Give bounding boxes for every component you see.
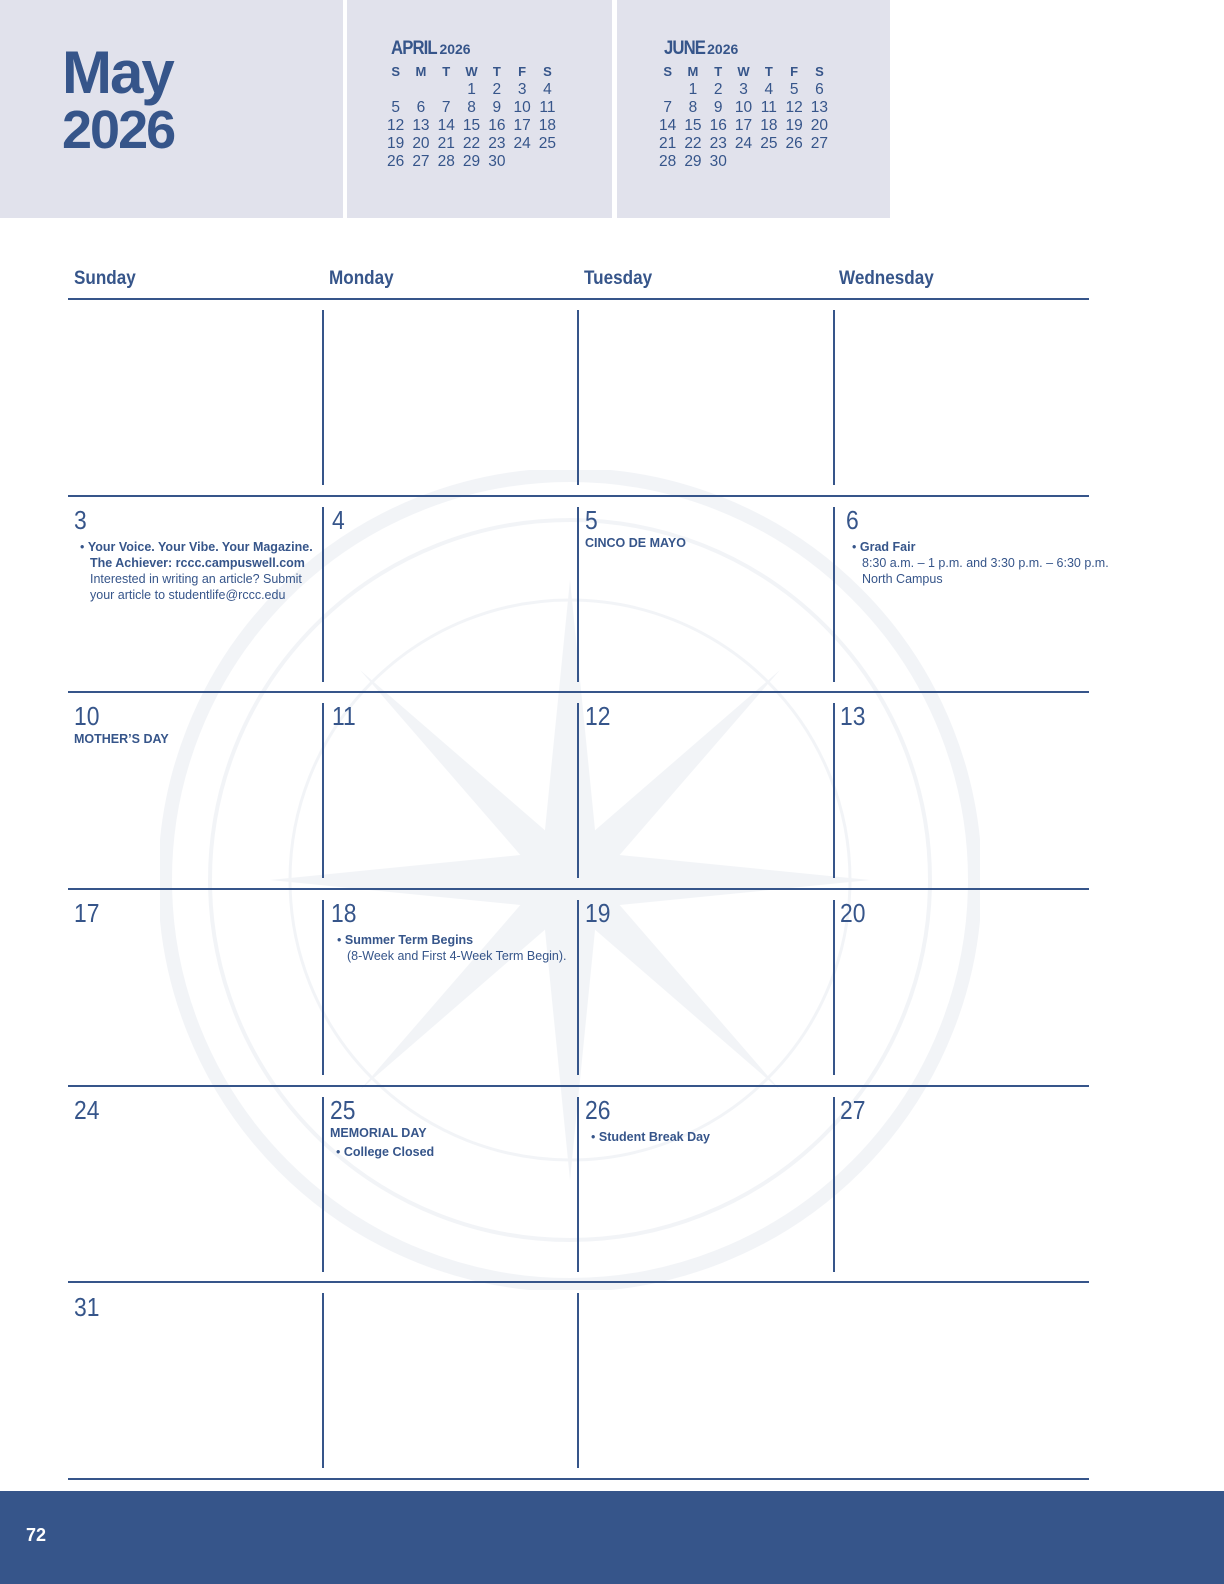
mini-week-row xyxy=(383,135,560,153)
month-title-panel xyxy=(0,0,343,218)
mini-day: 14 xyxy=(437,117,455,134)
bottom-rule xyxy=(68,1478,1089,1480)
mini-day: 8 xyxy=(467,99,476,116)
mini-day: 22 xyxy=(684,135,702,152)
weekday-header-sunday: Sunday xyxy=(74,268,136,289)
mini-day: 12 xyxy=(785,99,803,116)
day-cell-13[interactable] xyxy=(840,701,1086,731)
event-title: Grad Fair xyxy=(859,540,916,554)
day-number: 11 xyxy=(332,701,356,731)
mini-day: 20 xyxy=(412,135,430,152)
mini-day: 5 xyxy=(789,81,799,98)
mini-day: 19 xyxy=(785,117,803,134)
dow-label: W xyxy=(737,64,750,79)
day-cell-20[interactable] xyxy=(840,898,1086,928)
day-divider xyxy=(322,703,324,878)
mini-week-row xyxy=(655,135,832,153)
day-divider xyxy=(322,900,324,1075)
dow-label: T xyxy=(492,64,501,79)
dow-label: S xyxy=(391,64,400,79)
mini-day: 5 xyxy=(391,99,400,116)
mini-day: 23 xyxy=(709,135,727,152)
mini-day: 23 xyxy=(488,135,506,152)
mini-week-row xyxy=(655,99,832,117)
day-cell-27[interactable] xyxy=(840,1095,1086,1125)
day-number: 20 xyxy=(840,898,866,928)
event-detail: North Campus xyxy=(862,572,943,586)
day-number: 4 xyxy=(332,505,345,535)
mini-day xyxy=(756,153,781,171)
mini-day: 30 xyxy=(709,153,727,170)
day-number: 10 xyxy=(74,701,100,731)
dow-label: M xyxy=(687,64,699,79)
mini-day: 3 xyxy=(739,81,748,98)
mini-day: 3 xyxy=(517,81,527,98)
day-cell-26[interactable] xyxy=(585,1095,831,1145)
event-item: • Your Voice. Your Vibe. Your Magazine. The Achiever: rccc.campuswell.com Interested in writing an article? Submit your article to studentlife@rccc.edu xyxy=(74,539,320,603)
mini-day: 10 xyxy=(513,99,531,116)
week-divider xyxy=(68,888,1089,890)
mini-calendar-june xyxy=(617,0,890,218)
day-divider xyxy=(577,900,579,1075)
mini-day: 28 xyxy=(659,153,677,170)
day-cell-6[interactable] xyxy=(846,505,1109,587)
footer-bar xyxy=(0,1491,1224,1584)
mini-calendar-april-header xyxy=(391,38,471,60)
mini-day: 4 xyxy=(764,81,774,98)
mini-day xyxy=(383,81,408,99)
event-item: • Student Break Day xyxy=(591,1130,711,1144)
mini-day: 6 xyxy=(416,99,426,116)
mini-day: 1 xyxy=(688,81,698,98)
mini-day: 11 xyxy=(539,99,556,116)
day-cell-19[interactable] xyxy=(585,898,831,928)
event-detail: your article to studentlife@rccc.edu xyxy=(90,588,286,602)
mini-day xyxy=(807,153,832,171)
mini-day: 26 xyxy=(785,135,803,152)
mini-day xyxy=(408,81,433,99)
dow-label: M xyxy=(415,64,427,79)
mini-day: 15 xyxy=(462,117,481,134)
day-number: 3 xyxy=(74,505,87,535)
day-number: 13 xyxy=(840,701,866,731)
mini-day: 4 xyxy=(543,81,552,98)
event-item: • Summer Term Begins (8-Week and First 4-Week Term Begin). xyxy=(331,932,577,964)
event-title: Student Break Day xyxy=(598,1130,711,1144)
week-divider xyxy=(68,1085,1089,1087)
day-number: 27 xyxy=(840,1095,866,1125)
day-divider xyxy=(833,900,835,1075)
day-divider xyxy=(322,1097,324,1272)
day-number: 5 xyxy=(585,505,598,535)
mini-day: 8 xyxy=(688,99,698,116)
dow-label: T xyxy=(764,64,773,79)
holiday-label: MEMORIAL DAY xyxy=(330,1126,427,1140)
mini-day: 7 xyxy=(663,99,672,116)
day-number: 19 xyxy=(585,898,611,928)
mini-day: 28 xyxy=(437,153,455,170)
mini-day xyxy=(655,81,680,99)
mini-calendar-june-header xyxy=(664,38,738,60)
mini-day: 11 xyxy=(760,99,777,116)
dow-label: S xyxy=(663,64,672,79)
event-detail: Interested in writing an article? Submit xyxy=(90,572,302,586)
day-divider xyxy=(833,507,835,682)
day-cell-11[interactable] xyxy=(332,701,578,731)
mini-week-row xyxy=(383,81,560,99)
mini-week-row xyxy=(655,117,832,135)
weekday-header-wednesday: Wednesday xyxy=(839,268,934,289)
mini-day xyxy=(731,153,756,171)
day-number: 26 xyxy=(585,1095,611,1125)
mini-day: 22 xyxy=(462,135,481,152)
event-title: Summer Term Begins xyxy=(344,933,474,947)
mini-day: 13 xyxy=(412,117,430,134)
year-title: 2026 xyxy=(62,100,175,160)
mini-day: 21 xyxy=(659,135,677,152)
day-cell-24[interactable] xyxy=(74,1095,320,1125)
mini-day: 1 xyxy=(467,81,476,98)
header-rule xyxy=(68,298,1089,300)
mini-day: 17 xyxy=(734,117,753,134)
mini-calendar-april-grid xyxy=(383,63,560,171)
mini-day xyxy=(781,153,806,171)
mini-week-row xyxy=(383,117,560,135)
mini-day: 12 xyxy=(387,117,405,134)
event-item: • Grad Fair 8:30 a.m. – 1 p.m. and 3:30 p.m. – 6:30 p.m. North Campus xyxy=(852,540,1109,586)
week-divider xyxy=(68,691,1089,693)
mini-day: 18 xyxy=(538,117,557,134)
mini-day: 13 xyxy=(810,99,829,116)
mini-day: 16 xyxy=(709,117,727,134)
mini-day: 19 xyxy=(387,135,405,152)
mini-day xyxy=(434,81,459,99)
mini-day: 25 xyxy=(538,135,557,152)
day-cell-4[interactable] xyxy=(332,505,578,535)
day-divider xyxy=(322,310,324,485)
week-divider xyxy=(68,495,1089,497)
day-number: 18 xyxy=(331,898,357,928)
mini-day: 10 xyxy=(734,99,753,116)
event-title: College Closed xyxy=(343,1145,435,1159)
event-detail: (8-Week and First 4-Week Term Begin). xyxy=(347,949,567,963)
day-divider xyxy=(833,310,835,485)
mini-week-row xyxy=(383,153,560,171)
day-number: 24 xyxy=(74,1095,100,1125)
mini-week-row xyxy=(655,81,832,99)
mini-day: 2 xyxy=(713,81,723,98)
mini-day: 15 xyxy=(684,117,702,134)
mini-day: 25 xyxy=(760,135,778,152)
day-cell-5[interactable] xyxy=(585,505,831,550)
mini-day: 17 xyxy=(513,117,531,134)
mini-day: 30 xyxy=(488,153,506,170)
mini-day xyxy=(509,153,534,171)
weekday-header-tuesday: Tuesday xyxy=(584,268,653,289)
day-number: 6 xyxy=(846,505,859,535)
mini-day: 29 xyxy=(462,153,481,170)
day-cell-31[interactable] xyxy=(74,1292,320,1322)
mini-day: 9 xyxy=(713,99,723,116)
mini-dow-row xyxy=(383,63,560,81)
holiday-label: MOTHER’S DAY xyxy=(74,732,169,746)
mini-day: 14 xyxy=(659,117,677,134)
day-cell-10[interactable] xyxy=(74,701,320,746)
mini-month-name: APRIL xyxy=(391,38,437,59)
holiday-label: CINCO DE MAYO xyxy=(585,536,686,550)
day-cell-17[interactable] xyxy=(74,898,320,928)
mini-day: 2 xyxy=(492,81,502,98)
day-number: 17 xyxy=(74,898,100,928)
event-detail: 8:30 a.m. – 1 p.m. and 3:30 p.m. – 6:30 p.m. xyxy=(862,556,1109,570)
mini-day: 6 xyxy=(815,81,824,98)
mini-day: 18 xyxy=(760,117,778,134)
day-number: 12 xyxy=(585,701,611,731)
event-item: • College Closed xyxy=(336,1145,435,1159)
mini-day: 9 xyxy=(492,99,502,116)
mini-week-row xyxy=(383,99,560,117)
dow-label: T xyxy=(714,64,723,79)
day-divider xyxy=(833,703,835,878)
mini-day: 27 xyxy=(412,153,430,170)
mini-day xyxy=(535,153,560,171)
dow-label: F xyxy=(790,64,799,79)
mini-month-name: JUNE xyxy=(664,38,706,59)
day-divider xyxy=(577,1097,579,1272)
mini-calendar-april xyxy=(347,0,612,218)
mini-day: 7 xyxy=(441,99,451,116)
month-title: May xyxy=(62,39,173,106)
dow-label: S xyxy=(815,64,824,79)
day-cell-3[interactable] xyxy=(74,505,320,603)
mini-day: 24 xyxy=(513,135,531,152)
day-divider xyxy=(322,507,324,682)
mini-day: 16 xyxy=(488,117,506,134)
day-cell-18[interactable] xyxy=(331,898,577,964)
event-title: Your Voice. Your Vibe. Your Magazine. xyxy=(87,540,313,554)
day-cell-25[interactable] xyxy=(330,1095,576,1160)
dow-label: T xyxy=(442,64,451,79)
day-number: 25 xyxy=(330,1095,356,1125)
mini-day: 29 xyxy=(684,153,702,170)
day-divider xyxy=(322,1293,324,1468)
dow-label: S xyxy=(543,64,552,79)
mini-week-row xyxy=(655,153,832,171)
dow-label: F xyxy=(518,64,527,79)
day-number: 31 xyxy=(74,1292,100,1322)
day-divider xyxy=(577,1293,579,1468)
mini-day: 24 xyxy=(734,135,753,152)
day-divider xyxy=(833,1097,835,1272)
dow-label: W xyxy=(465,64,478,79)
event-title: The Achiever: rccc.campuswell.com xyxy=(90,556,305,570)
mini-day: 27 xyxy=(810,135,829,152)
mini-year: 2026 xyxy=(439,41,471,57)
page-number: 72 xyxy=(26,1525,47,1545)
mini-day: 20 xyxy=(810,117,829,134)
week-divider xyxy=(68,1281,1089,1283)
mini-year: 2026 xyxy=(707,41,739,57)
day-cell-12[interactable] xyxy=(585,701,831,731)
mini-dow-row xyxy=(655,63,832,81)
mini-day: 26 xyxy=(387,153,405,170)
weekday-header-monday: Monday xyxy=(329,268,394,289)
mini-day: 21 xyxy=(437,135,455,152)
mini-calendar-june-grid xyxy=(655,63,832,171)
day-divider xyxy=(577,310,579,485)
